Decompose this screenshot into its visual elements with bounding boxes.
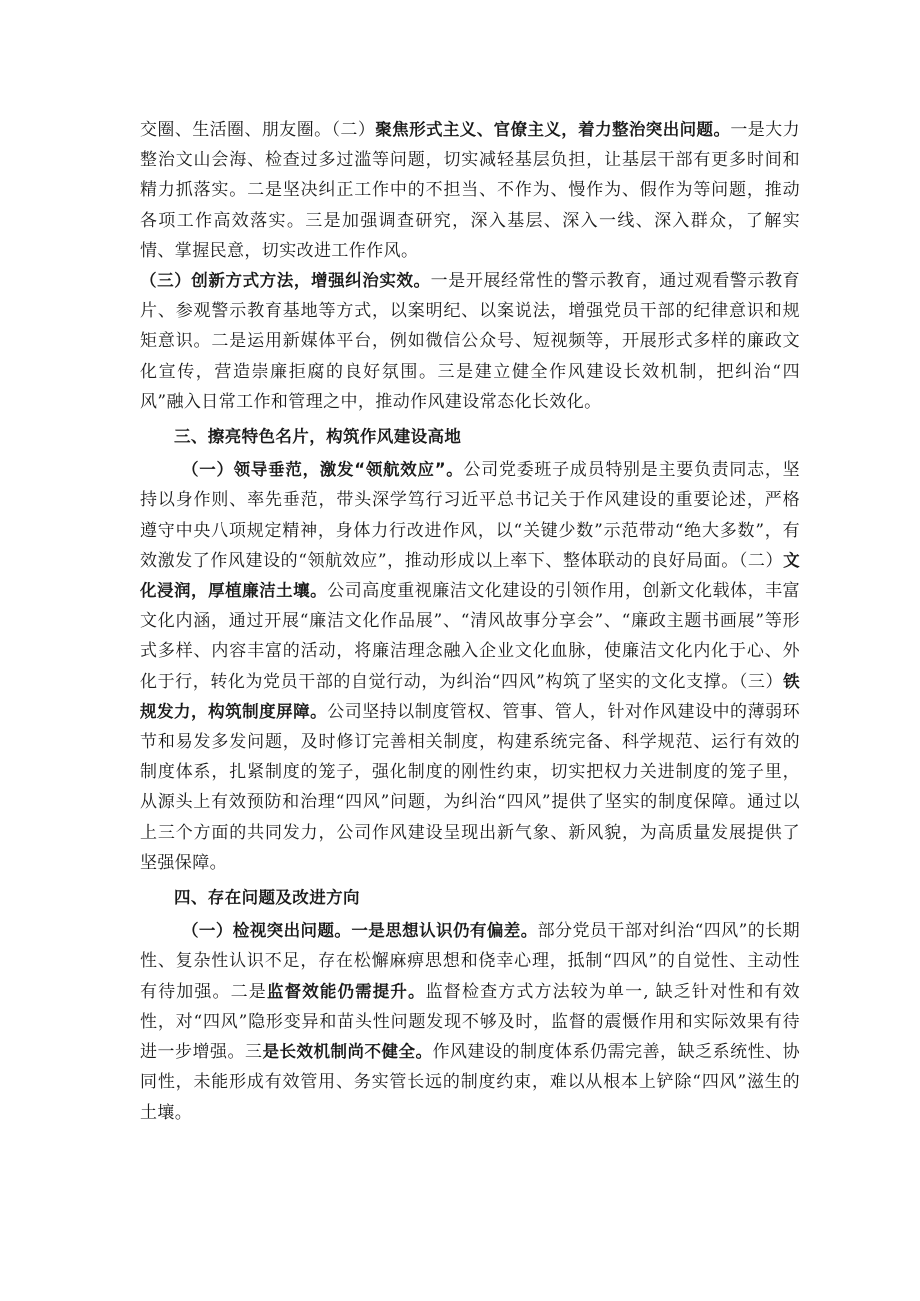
- document-body: [140, 115, 800, 1128]
- bold-run: 聚焦形式主义、官僚主义，着力整治突出问题。: [375, 120, 731, 139]
- text-run: 作风建设的制度体系仍需完善，缺乏系统性、协同性，未能形成有效管用、务实管长远的制度约束，难以从根本上铲除“四风”滋生的土壤。: [140, 1042, 800, 1123]
- bold-run: （一）领导垂范，激发“领航效应”。: [182, 460, 464, 480]
- bold-run: 铁规发力，构筑制度屏障。: [140, 671, 800, 721]
- text-run: 公司党委班子成员特别是主要负责同志，坚持以身作则、率先垂范，带头深学笃行习近平总书记关于作风建设的重要论述，严格遵守中央八项规定精神，身体力行改进作风，以“关键少数”示范带动“绝大多数”，有效激发了作风建设的“领航效应”，推动形成以上率下、整体联动的良好局面。（二）: [140, 460, 800, 571]
- section-heading-3: 三、擦亮特色名片，构筑作风建设高地: [174, 427, 462, 447]
- text-run: 公司高度重视廉洁文化建设的引领作用，创新文化载体，丰富文化内涵，通过开展“廉洁文化作品展”、“清风故事分享会”、“廉政主题书画展”等形式多样、内容丰富的活动，将廉洁理念融入企业文化血脉，使廉洁文化内化于心、外化于行，转化为党员干部的自觉行动，为纠治“四风”构筑了坚实的文化支撑。（三）: [140, 581, 800, 692]
- text-run: 交圈、生活圈、朋友圈。（二）: [140, 120, 376, 140]
- bold-run: 是长效机制尚不健全。: [262, 1042, 433, 1062]
- paragraph-4: [140, 916, 800, 1127]
- text-run: 一是开展经常性的警示教育，通过观看警示教育片、参观警示教育基地等方式，以案明纪、以案说法，增强党员干部的纪律意识和规矩意识。二是运用新媒体平台，例如微信公众号、短视频等，开展形式多样的廉政文化宣传，营造崇廉拒腐的良好氛围。三是建立健全作风建设长效机制，把纠治“四风”融入日常工作和管理之中，推动作风建设常态化长效化。: [140, 271, 800, 412]
- bold-run: （三）创新方式方法，增强纠治实效。: [140, 271, 431, 291]
- paragraph-2-3: [140, 266, 800, 417]
- bold-run: 监督效能仍需提升。: [266, 981, 426, 1001]
- text-run: 一是大力整治文山会海、检查过多过滥等问题，切实减轻基层负担，让基层干部有更多时间和精力抓落实。二是坚决纠正工作中的不担当、不作为、慢作为、假作为等问题，推动各项工作高效落实。三是加强调查研究，深入基层、深入一线、深入群众，了解实情、掌握民意，切实改进工作作风。: [140, 120, 800, 261]
- paragraph-3: [140, 455, 800, 878]
- bold-run: 文化浸润，厚植廉洁土壤。: [140, 550, 800, 601]
- paragraph-2-2: [140, 115, 800, 266]
- section-heading-4: 四、存在问题及改进方向: [174, 888, 360, 908]
- text-run: 部分党员干部对纠治“四风”的长期性、复杂性认识不足，存在松懈麻痹思想和侥幸心理，抵制“四风”的自觉性、主动性有待加强。二是: [140, 921, 800, 1002]
- text-run: 监督检查方式方法较为单一, 缺乏针对性和有效性，对“四风”隐形变异和苗头性问题发现不够及时，监督的震慑作用和实际效果有待进一步增强。三: [140, 981, 800, 1063]
- bold-run: （一）检视突出问题。一是思想认识仍有偏差。: [182, 921, 538, 941]
- text-run: 公司坚持以制度管权、管事、管人，针对作风建设中的薄弱环节和易发多发问题，及时修订完善相关制度，构建系统完备、科学规范、运行有效的制度体系，扎紧制度的笼子，强化制度的刚性约束，切实把权力关进制度的笼子里，从源头上有效预防和治理“四风”问题，为纠治“四风”提供了坚实的制度保障。通过以上三个方面的共同发力，公司作风建设呈现出新气象、新风貌，为高质量发展提供了坚强保障。: [140, 701, 800, 873]
